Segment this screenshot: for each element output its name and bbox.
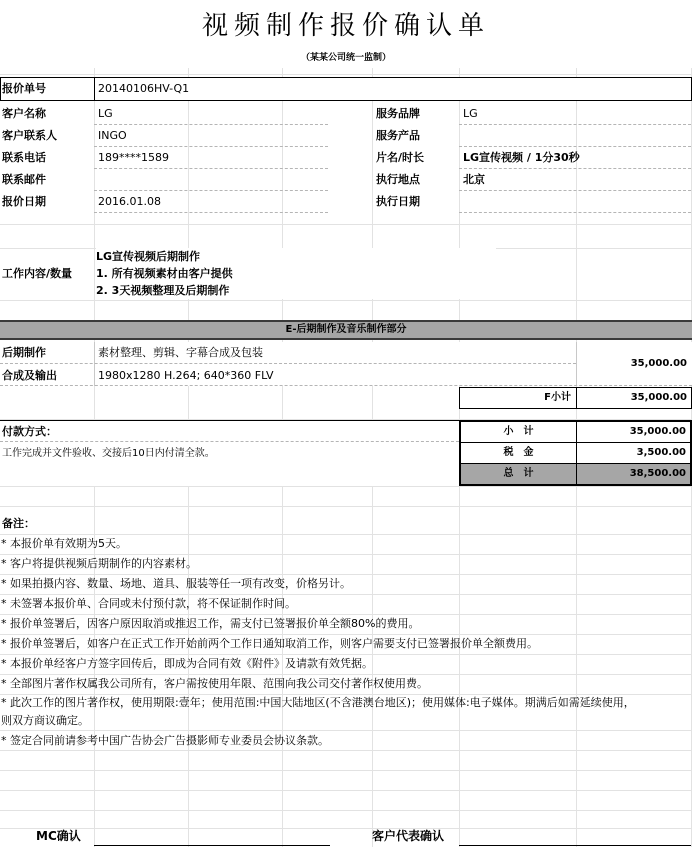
- client-phone-label: 联系电话: [2, 151, 46, 164]
- work-content-label: 工作内容/数量: [2, 267, 73, 280]
- page-title: 视频制作报价确认单: [0, 0, 692, 48]
- dashed-underline: [459, 190, 691, 191]
- notes-title: 备注：: [2, 517, 35, 530]
- dashed-underline: [0, 363, 576, 364]
- cell-divider: [94, 342, 95, 386]
- cell-divider: [94, 77, 95, 101]
- items-amount: 35,000.00: [630, 358, 687, 369]
- grid-line: [0, 224, 692, 225]
- totals-tax-label: 税 金: [503, 447, 534, 458]
- client-name-value[interactable]: LG: [98, 107, 113, 120]
- totals-grand-value: 38,500.00: [629, 468, 686, 479]
- subtotal-label: F小计: [544, 392, 571, 403]
- location-label: 执行地点: [376, 173, 420, 186]
- client-email-label: 联系邮件: [2, 173, 46, 186]
- totals-grand-label: 总 计: [503, 468, 534, 479]
- mc-signature-line[interactable]: [94, 845, 330, 846]
- work-line: 2. 3天视频整理及后期制作: [96, 284, 230, 297]
- film-duration-value[interactable]: LG宣传视频 / 1分30秒: [463, 151, 580, 164]
- dashed-underline: [94, 212, 328, 213]
- grid-line: [0, 300, 692, 301]
- service-product-label: 服务产品: [376, 129, 420, 142]
- exec-date-label: 执行日期: [376, 195, 420, 208]
- client-signature-line[interactable]: [459, 845, 691, 846]
- item-desc[interactable]: 素材整理、剪辑、字幕合成及包装: [98, 346, 263, 359]
- grid-line: [0, 770, 692, 771]
- totals-tax-value: 3,500.00: [636, 447, 686, 458]
- item-label: 合成及输出: [2, 369, 57, 382]
- dashed-underline: [94, 168, 328, 169]
- note-item: 则双方商议确定。: [1, 714, 89, 727]
- location-value[interactable]: 北京: [463, 173, 485, 186]
- section-header: E-后期制作及音乐制作部分: [0, 320, 692, 340]
- quote-date-label: 报价日期: [2, 195, 46, 208]
- client-contact-label: 客户联系人: [2, 129, 57, 142]
- work-content-lines: [96, 248, 496, 299]
- note-item: * 本报价单经客户方签字回传后，即成为合同有效《附件》及请款有效凭据。: [1, 657, 373, 670]
- item-desc[interactable]: 1980x1280 H.264; 640*360 FLV: [98, 369, 274, 382]
- note-item: * 客户将提供视频后期制作的内容素材。: [1, 557, 197, 570]
- quote-date-value[interactable]: 2016.01.08: [98, 195, 161, 208]
- client-phone-value[interactable]: 189****1589: [98, 151, 169, 164]
- grid-line: [0, 810, 692, 811]
- grid-line: [0, 506, 692, 507]
- note-item: * 未签署本报价单、合同或未付预付款，将不保证制作时间。: [1, 597, 296, 610]
- note-item: * 全部图片著作权属我公司所有，客户需按使用年限、范围向我公司交付著作权使用费。: [1, 677, 428, 690]
- note-item: * 报价单签署后，因客户原因取消或推迟工作，需支付已签署报价单全额80%的费用。: [1, 617, 420, 630]
- page-subtitle: （某某公司统一监制）: [0, 48, 692, 68]
- mc-confirm-label: MC确认: [36, 829, 81, 843]
- subtotal-value: 35,000.00: [630, 392, 687, 403]
- note-item: * 如果拍摄内容、数量、场地、道具、服装等任一项有改变，价格另计。: [1, 577, 351, 590]
- grid-line: [0, 828, 692, 829]
- quote-number-label: 报价单号: [2, 82, 46, 95]
- grid-line: [0, 74, 692, 75]
- dashed-underline: [0, 441, 459, 442]
- payment-text: 工作完成并文件验收、交接后10日内付清全款。: [2, 448, 215, 459]
- notes-block: [0, 513, 692, 753]
- client-contact-value[interactable]: INGO: [98, 129, 127, 142]
- quote-number-value[interactable]: 20140106HV-Q1: [98, 82, 190, 95]
- grid-line: [0, 486, 692, 487]
- item-label: 后期制作: [2, 346, 46, 359]
- service-brand-label: 服务品牌: [376, 107, 420, 120]
- client-name-label: 客户名称: [2, 107, 46, 120]
- note-item: * 报价单签署后，如客户在正式工作开始前两个工作日通知取消工作，则客户需要支付已签署报价单全额费用。: [1, 637, 538, 650]
- note-item: * 签定合同前请参考中国广告协会广告摄影师专业委员会协议条款。: [1, 734, 329, 747]
- client-confirm-label: 客户代表确认: [372, 829, 445, 843]
- film-duration-label: 片名/时长: [376, 151, 425, 164]
- dashed-underline: [459, 124, 691, 125]
- work-line: LG宣传视频后期制作: [96, 250, 201, 263]
- totals-subtotal-label: 小 计: [503, 426, 534, 437]
- payment-label: 付款方式：: [2, 425, 57, 438]
- note-item: * 本报价单有效期为5天。: [1, 537, 127, 550]
- dashed-underline: [459, 212, 691, 213]
- totals-subtotal-value: 35,000.00: [629, 426, 686, 437]
- service-brand-value[interactable]: LG: [463, 107, 478, 120]
- note-item: * 此次工作的图片著作权，使用期限:壹年；使用范围:中国大陆地区(不含港澳台地区)；使用媒体:电子媒体。期满后如需延续使用，: [1, 696, 635, 709]
- grid-line: [0, 790, 692, 791]
- work-line: 1. 所有视频素材由客户提供: [96, 267, 233, 280]
